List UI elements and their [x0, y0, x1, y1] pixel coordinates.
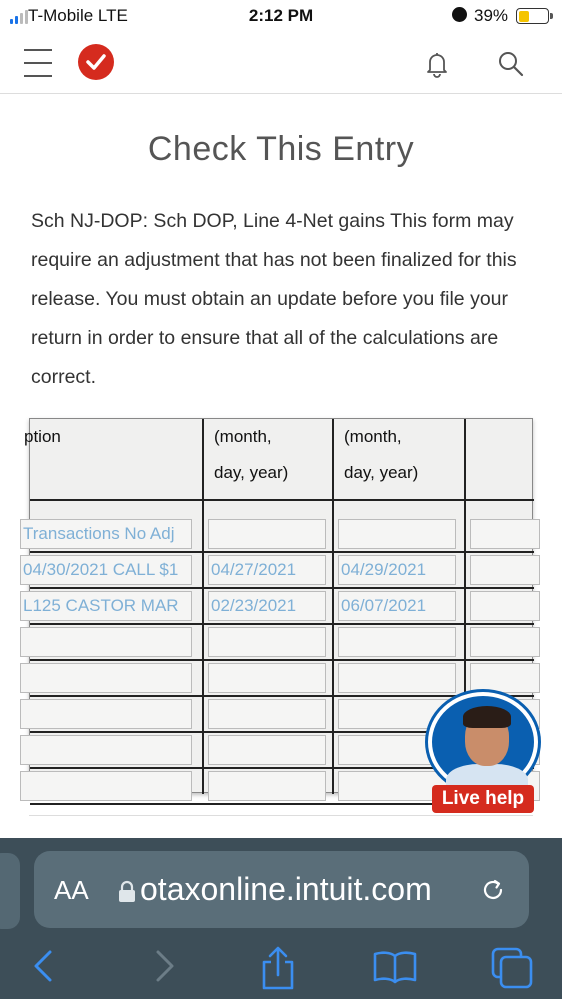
- header-line: (month,: [214, 427, 272, 446]
- date-sold-field[interactable]: [338, 627, 456, 657]
- tabs-icon[interactable]: [490, 946, 534, 995]
- date-sold-field[interactable]: [338, 663, 456, 693]
- amount-field[interactable]: [470, 591, 540, 621]
- description-field[interactable]: [20, 663, 192, 693]
- column-divider: [332, 419, 334, 794]
- agent-avatar: [428, 692, 538, 792]
- description-field[interactable]: L125 CASTOR MAR: [20, 591, 192, 621]
- column-divider: [202, 419, 204, 794]
- row-separator: [30, 551, 534, 553]
- lock-icon: [118, 881, 136, 908]
- previous-tab-peek[interactable]: [0, 853, 20, 929]
- carrier-label: T-Mobile LTE: [28, 6, 128, 25]
- alarm-icon: [452, 7, 467, 22]
- column-header-description: [24, 419, 61, 455]
- header-line: (month,: [344, 427, 402, 446]
- text-size-button[interactable]: [54, 875, 89, 906]
- description-field[interactable]: [20, 735, 192, 765]
- description-field[interactable]: [20, 699, 192, 729]
- date-sold-field[interactable]: 04/29/2021: [338, 555, 456, 585]
- hamburger-icon[interactable]: [24, 49, 52, 77]
- date-acquired-field[interactable]: [208, 519, 326, 549]
- checkmark-logo-icon[interactable]: [78, 44, 114, 80]
- back-icon[interactable]: [30, 946, 58, 991]
- column-header-date-acquired: [214, 419, 288, 491]
- description-field[interactable]: 04/30/2021 CALL $1: [20, 555, 192, 585]
- date-sold-field[interactable]: [338, 519, 456, 549]
- row-separator: [30, 659, 534, 661]
- date-acquired-field[interactable]: [208, 699, 326, 729]
- amount-field[interactable]: [470, 663, 540, 693]
- reload-icon[interactable]: [478, 875, 508, 910]
- date-acquired-field[interactable]: 02/23/2021: [208, 591, 326, 621]
- search-icon[interactable]: [496, 49, 526, 84]
- text-size-label: AA: [54, 875, 89, 905]
- forward-icon[interactable]: [150, 946, 178, 991]
- share-icon[interactable]: [258, 946, 298, 997]
- header-line: day, year): [344, 463, 419, 482]
- row-separator: [30, 623, 534, 625]
- bookmarks-icon[interactable]: [372, 946, 418, 991]
- status-bar: [0, 0, 562, 32]
- description-field[interactable]: [20, 771, 192, 801]
- warning-message: Sch NJ-DOP: Sch DOP, Line 4-Net gains This form may require an adjustment that has not been finalized for this release. You must obtain an update before you file your return in order to ensure that all of the calculations are correct.: [31, 210, 517, 388]
- battery-percentage: 39%: [474, 6, 509, 25]
- description-field[interactable]: [20, 627, 192, 657]
- page-title: Check This Entry: [147, 130, 415, 168]
- header-divider: [30, 499, 534, 501]
- battery-tip: [550, 13, 553, 19]
- bell-icon[interactable]: [422, 49, 452, 84]
- date-sold-field[interactable]: 06/07/2021: [338, 591, 456, 621]
- url-text[interactable]: otaxonline.intuit.com: [140, 871, 432, 907]
- amount-field[interactable]: [470, 555, 540, 585]
- date-acquired-field[interactable]: [208, 771, 326, 801]
- row-separator: [30, 587, 534, 589]
- column-header-date-sold: [344, 419, 418, 491]
- date-acquired-field[interactable]: 04/27/2021: [208, 555, 326, 585]
- header-line: day, year): [214, 463, 289, 482]
- live-help-button[interactable]: [428, 692, 538, 817]
- description-field[interactable]: Transactions No Adj: [20, 519, 192, 549]
- header-line: ption: [24, 427, 61, 446]
- battery-icon: [516, 8, 549, 24]
- amount-field[interactable]: [470, 519, 540, 549]
- amount-field[interactable]: [470, 627, 540, 657]
- address-bar[interactable]: [34, 851, 529, 928]
- date-acquired-field[interactable]: [208, 663, 326, 693]
- date-acquired-field[interactable]: [208, 627, 326, 657]
- live-help-label[interactable]: Live help: [432, 785, 534, 813]
- browser-toolbar: [0, 838, 562, 999]
- date-acquired-field[interactable]: [208, 735, 326, 765]
- app-header: [0, 32, 562, 94]
- clock: 2:12 PM: [248, 6, 314, 25]
- browser-nav-icons: [0, 946, 562, 996]
